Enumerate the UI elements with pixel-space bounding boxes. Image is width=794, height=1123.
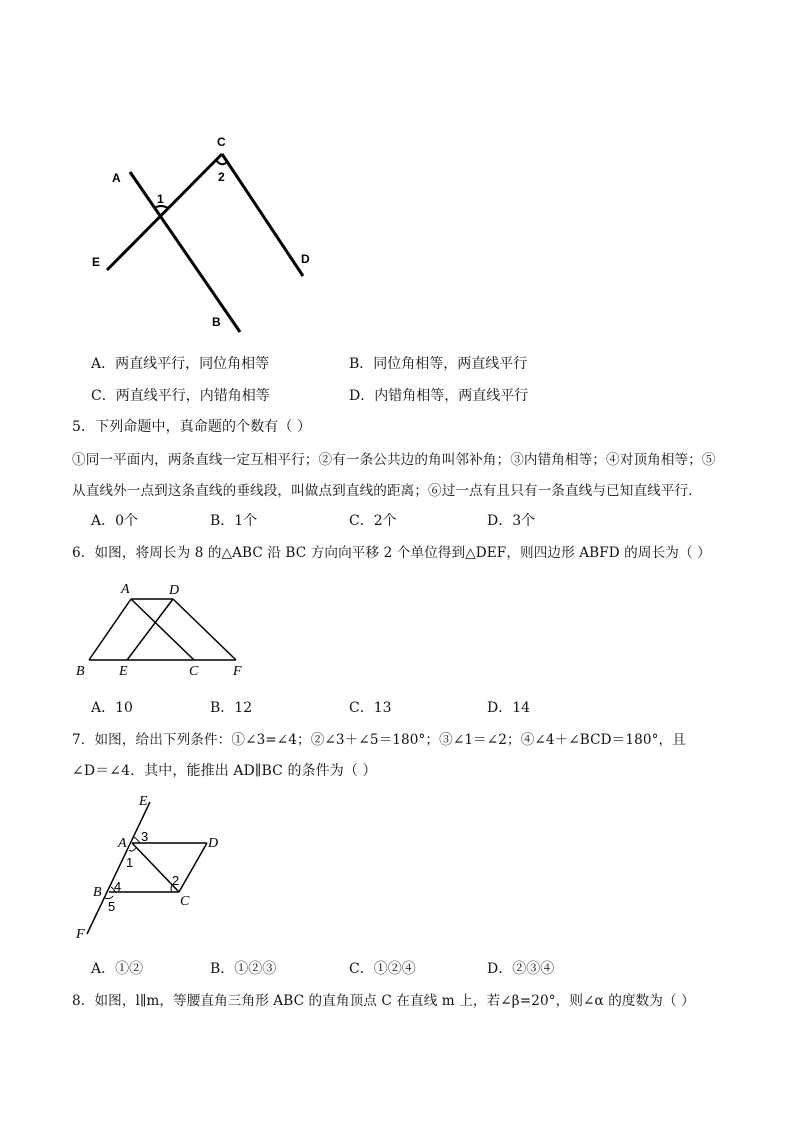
line-ec — [107, 154, 222, 270]
q5-option-d: D．3个 — [487, 513, 536, 529]
label-d: D — [169, 583, 180, 598]
label-angle-5: 5 — [108, 899, 116, 914]
q7-option-a: A．①② — [91, 961, 144, 977]
label-a: A — [121, 582, 130, 597]
figure-translation-q6 — [72, 578, 262, 678]
label-angle-3: 3 — [141, 829, 149, 844]
q7-option-d: D．②③④ — [487, 961, 555, 977]
label-c: C — [217, 135, 226, 149]
q4-option-a: A．两直线平行，同位角相等 — [91, 356, 270, 372]
segment-df — [173, 599, 236, 660]
figure-parallel-lines-q4 — [80, 130, 340, 340]
label-e: E — [119, 664, 128, 678]
label-a: A — [112, 171, 121, 185]
label-angle-2: 2 — [172, 873, 180, 888]
line-ef — [87, 802, 150, 934]
q5-option-a: A．0个 — [91, 513, 139, 529]
angle-1-arc — [129, 848, 136, 851]
line-ab — [130, 172, 240, 332]
label-f: F — [233, 664, 242, 678]
label-angle-1: 1 — [157, 192, 164, 206]
segment-de — [127, 599, 173, 660]
angle-1-arc — [154, 206, 168, 208]
q4-option-b: B．同位角相等，两直线平行 — [349, 356, 528, 372]
q5-option-c: C．2个 — [349, 513, 397, 529]
label-f: F — [76, 927, 85, 942]
q7-option-b: B．①②③ — [210, 961, 277, 977]
label-angle-2: 2 — [218, 170, 225, 184]
q7-stem-line1: 7．如图，给出下列条件：①∠3=∠4；②∠3＋∠5＝180°；③∠1＝∠2；④∠4＋∠BCD＝180°，且 — [72, 732, 686, 748]
q6-option-d: D．14 — [487, 700, 531, 716]
q5-option-b: B．1个 — [210, 513, 258, 529]
segment-dc — [179, 843, 207, 892]
q6-option-b: B．12 — [210, 700, 253, 716]
angle-3-arc — [134, 837, 140, 843]
label-angle-1: 1 — [126, 855, 134, 870]
label-angle-4: 4 — [114, 879, 122, 894]
label-a: A — [118, 836, 127, 851]
q5-statements-line1: ①同一平面内，两条直线一定互相平行；②有一条公共边的角叫邻补角；③内错角相等；④对顶角相等；⑤ — [72, 452, 716, 468]
segment-ac — [131, 599, 194, 660]
figure-parallelogram-q7 — [68, 788, 238, 948]
label-d: D — [208, 836, 219, 851]
q5-stem: 5．下列命题中，真命题的个数有（ ） — [72, 419, 312, 435]
q7-stem-line2: ∠D＝∠4．其中，能推出 AD∥BC 的条件为（ ） — [72, 763, 377, 779]
q7-option-c: C．①②④ — [349, 961, 416, 977]
label-c: C — [180, 894, 190, 909]
q6-option-a: A．10 — [91, 700, 133, 716]
label-d: D — [301, 252, 310, 266]
q8-stem: 8．如图，l∥m，等腰直角三角形 ABC 的直角顶点 C 在直线 m 上，若∠β=20°，则∠α 的度数为（ ） — [72, 993, 695, 1009]
label-e: E — [139, 794, 148, 809]
q6-option-c: C．13 — [349, 700, 392, 716]
q6-stem: 6．如图，将周长为 8 的△ABC 沿 BC 方向向平移 2 个单位得到△DEF，则四边形 ABFD 的周长为（ ） — [72, 545, 711, 561]
q4-option-c: C．两直线平行，内错角相等 — [91, 388, 270, 404]
label-c: C — [189, 664, 199, 678]
label-b: B — [212, 315, 221, 329]
label-e: E — [92, 255, 101, 269]
q4-option-d: D．内错角相等，两直线平行 — [349, 388, 529, 404]
line-cd — [222, 154, 303, 276]
q5-statements-line2: 从直线外一点到这条直线的垂线段，叫做点到直线的距离；⑥过一点有且只有一条直线与已知直线平行． — [72, 483, 702, 499]
segment-ab — [89, 599, 131, 660]
label-b: B — [93, 885, 102, 900]
label-b: B — [76, 664, 85, 678]
